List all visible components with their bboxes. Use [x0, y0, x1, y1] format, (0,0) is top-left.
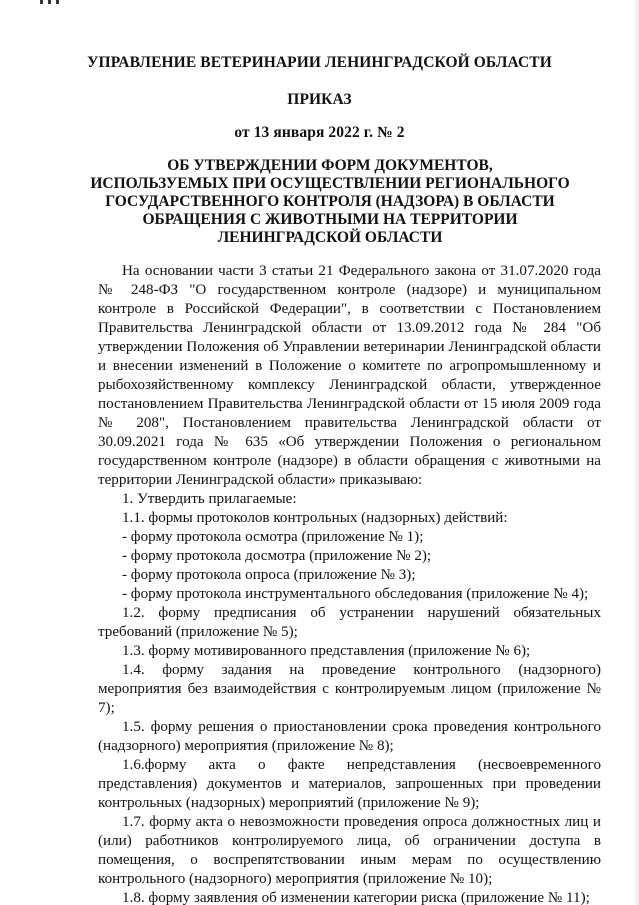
- title-line: ИСПОЛЬЗУЕМЫХ ПРИ ОСУЩЕСТВЛЕНИИ РЕГИОНАЛЬНОГО: [90, 175, 570, 192]
- item-1-8: 1.8. форму заявления об изменении категории риска (приложение № 11);: [122, 890, 590, 905]
- order-title: [60, 157, 600, 247]
- scan-artifact: [40, 0, 100, 4]
- list-item: - форму протокола инструментального обследования (приложение № 4);: [122, 586, 589, 602]
- document-body: [98, 262, 601, 905]
- item-1-1: 1.1. формы протоколов контрольных (надзорных) действий:: [122, 510, 508, 526]
- list-item: - форму протокола опроса (приложение № 3);: [122, 567, 416, 583]
- item-1-3: 1.3. форму мотивированного представления (приложение № 6);: [122, 643, 531, 659]
- title-line: ГОСУДАРСТВЕННОГО КОНТРОЛЯ (НАДЗОРА) В ОБЛАСТИ: [105, 193, 555, 210]
- title-line: ЛЕНИНГРАДСКОЙ ОБЛАСТИ: [217, 229, 443, 246]
- list-item: - форму протокола досмотра (приложение № 2);: [122, 548, 432, 564]
- title-line: ОБРАЩЕНИЯ С ЖИВОТНЫМИ НА ТЕРРИТОРИИ: [142, 211, 518, 228]
- item-1-5: 1.5. форму решения о приостановлении срока проведения контрольного (надзорного) мероприятия (приложение № 8);: [98, 719, 601, 754]
- document-type: ПРИКАЗ: [287, 91, 352, 108]
- agency-name: УПРАВЛЕНИЕ ВЕТЕРИНАРИИ ЛЕНИНГРАДСКОЙ ОБЛАСТИ: [87, 54, 552, 71]
- item-1-7: 1.7. форму акта о невозможности проведения опроса должностных лиц и (или) работников контролируемого лица, об ограничении доступа в помещения, о воспрепятствовании иным мерам по осуществлению контрольного (надзорного) мероприятия (приложение № 10);: [98, 814, 601, 887]
- item-1-4: 1.4. форму задания на проведение контрольного (надзорного) мероприятия без взаимодействия с контролируемым лицом (приложение № 7);: [98, 662, 601, 716]
- preamble-paragraph: На основании части 3 статьи 21 Федерального закона от 31.07.2020 года № 248-ФЗ "О государственном контроле (надзоре) и муниципальном контроле в Российской Федерации", в соответствии с Постановлением Правительства Ленинградской области от 13.09.2012 года № 284 "Об утверждении Положения об Управлении ветеринарии Ленинградской области и внесении изменений в Положение о комитете по агропромышленному и рыбохозяйственному комплексу Ленинградской области, утвержденное постановлением Правительства Ленинградской области от 15 июля 2009 года № 208", Постановлением правительства Ленинградской области от 30.09.2021 года № 635 «Об утверждении Положения о региональном государственном контроле (надзоре) в области обращения с животными на территории Ленинградской области» приказываю:: [98, 263, 601, 488]
- item-1-6: 1.6.форму акта о факте непредставления (несвоевременного представления) документов и материалов, запрошенных при проведении контрольных (надзорных) мероприятий (приложение № 9);: [98, 757, 601, 811]
- order-date-number: от 13 января 2022 г. № 2: [234, 124, 405, 141]
- item-1: 1. Утвердить прилагаемые:: [122, 491, 297, 507]
- list-item: - форму протокола осмотра (приложение № 1);: [122, 529, 424, 545]
- item-1-2: 1.2. форму предписания об устранении нарушений обязательных требований (приложение № 5);: [98, 605, 601, 640]
- title-line: ОБ УТВЕРЖДЕНИИ ФОРМ ДОКУМЕНТОВ,: [167, 157, 493, 174]
